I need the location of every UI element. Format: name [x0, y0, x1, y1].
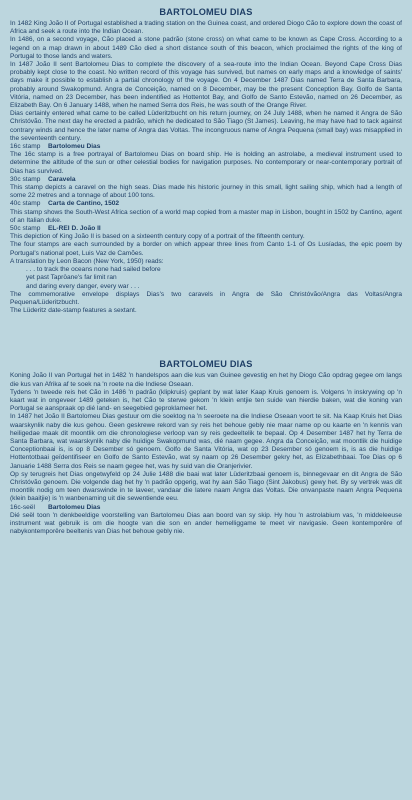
stamp-title: EL-REI D. João II [48, 225, 101, 233]
english-title: BARTOLOMEU DIAS [159, 7, 253, 17]
english-section [10, 7, 402, 315]
afrikaans-section [10, 359, 402, 536]
stamp-description: This stamp shows the South-West Africa section of a world map copied from a master map in Lisbon, bought in 1502 by Cantino, agent of an Italian duke. [10, 208, 402, 224]
afrikaans-title: BARTOLOMEU DIAS [159, 359, 253, 370]
stamp-value: 16c stamp [10, 143, 41, 151]
section-gap [10, 315, 402, 359]
stamp-description: This depiction of King João II is based on a sixteenth century copy of a portrait of the fifteenth century. [10, 233, 305, 241]
stamp-16c-entry [10, 504, 402, 537]
afrikaans-intro-4: Op sy terugreis het Dias ongetwyfeld op 24 Julie 1488 die baai wat later Lüderitzbaai genoem is, binnegevaar en dit Angra de São Christóvão genoem. Die volgende dag het hy 'n padrão opgerig, wat hy aan São Tiago (Sint Jakobus) gewy het. By sy vertrek was dit moontlik nodig om teen dwarswinde in te laveer, vandaar die latere naam Angra das Voltas. Die onvanpaste naam Angra Pequena (klein baaitjie) is 'n wanbenaming uit die sewentiende eeu. [10, 470, 402, 503]
stamp-title: Bartolomeu Dias [48, 503, 101, 511]
stamp-title: Caravela [48, 175, 76, 183]
stamp-title: Carta de Cantino, 1502 [48, 200, 120, 208]
stamp-30c-entry [10, 176, 402, 201]
stamp-40c-entry [10, 200, 402, 225]
stamp-value: 50c stamp [10, 225, 41, 233]
stamp-16c-entry [10, 143, 402, 176]
verse-line: . . . to track the oceans none had sailed before [26, 266, 161, 274]
verse-line: and daring every danger, every war . . . [26, 282, 140, 290]
stamp-50c-entry [10, 225, 402, 241]
translation-note: A translation by Leon Bacon (New York, 1950) reads: [10, 257, 164, 265]
english-intro-1: In 1482 King João II of Portugal established a trading station on the Guinea coast, and ordered Diogo Cão to explore down the coast of Africa and seek a route into the Indian Ocean. [10, 20, 402, 36]
stamp-value: 40c stamp [10, 200, 41, 208]
envelope-text: The commemorative envelope displays Dias's two caravels in Angra de São Christóvão/Angra das Voltas/Angra Pequena/Lüderitzbucht. [10, 290, 402, 306]
english-intro-3: In 1487 João II sent Bartolomeu Dias to complete the discovery of a sea-route into the Indian Ocean. Beyond Cape Cross Dias probably kept close to the coast. No written record of this voyage has survived, but names on early maps and a knowledge of saints' days make it possible to establish a partial chronology of the voyage. On 4 December 1487 Dias named Terra de Santa Barbara, probably around Swakopmund. Angra de Conceição, named on 8 December, may be the present Conception Bay. Golfo de Santa Vitória, named on 23 December, has been indentified as Hottentot Bay, and Golfo de Santo Estevão, named on 26 December, as Elizabeth Bay. On 6 January 1488, when he named Serra dos Reis, he was south of the Orange River. [10, 61, 402, 110]
verse-line: yet past Taprōane's far limit ran [26, 274, 117, 282]
datestamp-text: The Lüderitz date-stamp features a sextant. [10, 307, 137, 315]
afrikaans-intro-2: Tydens 'n tweede reis het Cão in 1486 'n padrão (klipkruis) geplant by wat later Kaap Kruis genoem is. Volgens 'n inskrywing op 'n kaart wat in ongeveer 1489 geteken is, het Cão te sterwe gekom 'n klein entjie ten suide van hierdie baken, wat die koning van Portugal se aanspraak op dié land- en seegebied geproklameer het. [10, 388, 402, 413]
stamp-description: The 16c stamp is a free portrayal of Bartolomeu Dias on board ship. He is holding an astrolabe, a medieval instrument used to determine the altitude of the sun or other celestial bodies for navigation purposes. No contemporary or near-contemporary portrait of Dias has survived. [10, 151, 402, 175]
verse-block [26, 266, 402, 291]
stamp-title: Bartolomeu Dias [48, 143, 101, 151]
border-text: The four stamps are each surrounded by a border on which appear three lines from Canto 1-1 of Os Lusíadas, the epic poem by Portugal's national poet, Luis Vaz de Camões. [10, 241, 402, 257]
stamp-value: 30c stamp [10, 175, 41, 183]
stamp-value: 16c-seël [10, 503, 35, 511]
afrikaans-intro-3: In 1487 het João II Bartolomeu Dias gestuur om die soektog na 'n seeroete na die Indiese Oseaan voort te sit. Na Kaap Kruis het Dias waarskynlik naby die kus gehou. Geen geskrewe rekord van sy reis het behoue gebly nie maar name op ou kaarte en 'n kennis van heiligedae maak dit moontlik om die chronologiese verloop van sy reis gedeeltelik te bepaal. Op 4 Desember 1487 het hy Terra de Santa Barbara, wat waarskynlik naby die huidige Swakopmund was, dié naam gegee. Angra da Conceição, wat moontlik die huidige Conceptionbaai is, is op 8 Desember só genoem. Golfo de Santa Vitória, wat op 23 Desember só genoem is, is as die huidige Hottentotbaai geïdentifiseer en Golfo de Santo Estevão, wat sy naam op 26 Desember gekry het, as Elizabethbaai. Toe Dias op 6 Januarie 1488 Serra dos Reis se naam gegee het, was hy suid van die Oranjerivier. [10, 413, 402, 470]
stamp-description: This stamp depicts a caravel on the high seas. Dias made his historic journey in this small, light sailing ship, which had a length of some 22 metres and a tonnage of about 100 tons. [10, 184, 402, 200]
afrikaans-intro-1: Koning João II van Portugal het in 1482 'n handelspos aan die kus van Guinee gevestig en het hy Diogo Cão opdrag gegee om langs die kus van Afrika af te soek na 'n roete na die Indiese Oseaan. [10, 372, 402, 388]
english-intro-2: In 1486, on a second voyage, Cão placed a stone padrão (stone cross) on what came to be known as Cape Cross. According to a legend on a map drawn in about 1489 Cão died a short distance south of this beacon, which proclaimed the rights of the king of Portugal to those lands and waters. [10, 36, 402, 60]
stamp-description: Dié seël toon 'n denkbeeldige voorstelling van Bartolomeu Dias aan boord van sy skip. Hy hou 'n astrolabium vas, 'n middeleeuse instrument wat gebruik is om die hoogte van die son en ander hemelliggame te meet vir navigasie. Geen kontemporêre of nabykontemporêre beeltenis van Dias het behoue gebly nie. [10, 511, 402, 536]
english-intro-4: Dias certainly entered what came to be called Lüderitzbucht on his return journey, on 24 July 1488, when he named it Angra de São Christóvão. The next day he erected a padrão, which he dedicated to São Tiago (St James). Leaving, he may have had to tack against contrary winds and hence the later name of Angra das Voltas. The incongruous name of Angra Pequena (small bay) was misapplied in the seventeenth century. [10, 110, 402, 142]
